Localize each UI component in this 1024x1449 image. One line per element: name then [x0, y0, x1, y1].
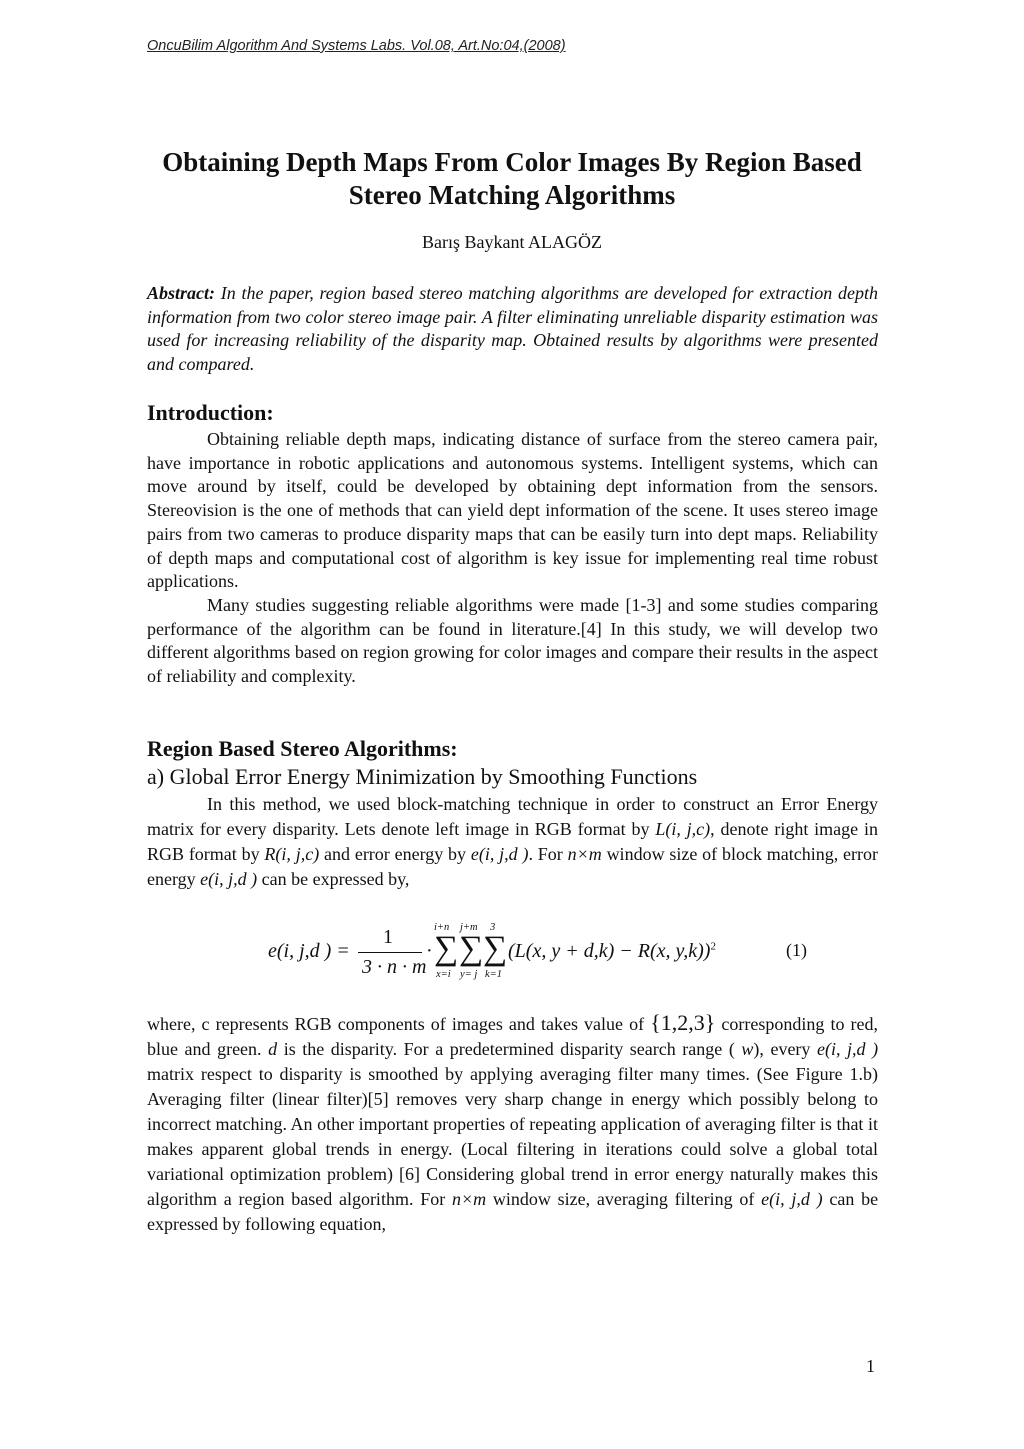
abstract [147, 282, 878, 377]
introduction-paragraph-1: Obtaining reliable depth maps, indicating distance of surface from the stereo camera pair, have importance in robotic applications and autonomous systems. Intelligent systems, which can move around by itself, could be developed by obtaining dept information from the sensors. Stereovision is the one of methods that can yield dept information of the scene. It uses stereo image pairs from two cameras to produce disparity maps that can be easily turn into dept maps. Reliability of depth maps and computational cost of algorithm is key issue for implementing real time robust applications. [147, 429, 878, 592]
symbol-window-size-2: n×m [451, 1189, 487, 1209]
title-line-1: Obtaining Depth Maps From Color Images By Region Based [162, 147, 862, 177]
region-text-f: can be expressed by, [261, 869, 410, 889]
p2-text-a: where, c represents RGB components of images and takes value of [147, 1014, 645, 1034]
symbol-window-size: n×m [567, 844, 602, 864]
p2-text-b: corresponding to red, blue and green. [147, 1014, 878, 1059]
region-text-b: , denote right image in RGB format by [147, 819, 878, 864]
p2-text-d: ), every [753, 1039, 811, 1059]
symbol-rgb-set: {1,2,3} [650, 1010, 716, 1035]
sum3-symbol: ∑ [483, 930, 508, 967]
fraction-bar [358, 952, 422, 953]
sum1-lower: x=i [436, 969, 451, 980]
p2-text-f: window size, averaging filtering of [492, 1189, 755, 1209]
region-subheading: a) Global Error Energy Minimization by Smoothing Functions [147, 764, 698, 789]
sum1-symbol: ∑ [434, 930, 459, 967]
p2-text-c: is the disparity. For a predetermined disparity search range ( [283, 1039, 735, 1059]
symbol-left-image: L(i, j,c) [655, 819, 711, 839]
sum2-symbol: ∑ [459, 930, 484, 967]
region-text-a: In this method, we used block-matching technique in order to construct an Error Energy matrix for every disparity. Lets denote left image in RGB format by [147, 794, 878, 839]
region-text-d: . For [528, 844, 563, 864]
journal-header: OncuBilim Algorithm And Systems Labs. Vol.08, Art.No:04,(2008) [147, 38, 566, 54]
author: Barış Baykant ALAGÖZ [422, 232, 602, 252]
symbol-error-energy: e(i, j,d ) [470, 844, 529, 864]
sum1-upper: i+n [434, 922, 450, 933]
paragraph-2 [147, 1010, 878, 1237]
equation-power: 2 [710, 940, 716, 953]
equation-1 [268, 922, 828, 992]
introduction-heading: Introduction: [147, 400, 274, 425]
page-number: 1 [866, 1356, 875, 1376]
equation-body-text: (L(x, y + d,k) − R(x, y,k)) [508, 940, 711, 962]
sum3-upper: 3 [490, 922, 496, 933]
paragraph-after-equation [147, 1010, 878, 1237]
region-body [147, 792, 878, 892]
symbol-error-energy-4: e(i, j,d ) [761, 1189, 823, 1209]
introduction-paragraph-2: Many studies suggesting reliable algorithms were made [1-3] and some studies comparing performance of the algorithm can be found in literature.[4] In this study, we will develop two different algorithms based on region growing for color images and compare their results in the aspect of reliability and complexity. [147, 594, 878, 687]
symbol-right-image: R(i, j,c) [264, 844, 320, 864]
sum2-upper: j+m [460, 922, 478, 933]
introduction-body [147, 428, 878, 689]
symbol-disparity: d [268, 1039, 278, 1059]
equation-dot: · [426, 940, 433, 962]
equation-numerator: 1 [383, 926, 393, 948]
sum2-lower: y= j [460, 969, 478, 980]
symbol-error-energy-3: e(i, j,d ) [817, 1039, 879, 1059]
region-text-c: and error energy by [324, 844, 467, 864]
paper-title [120, 146, 904, 212]
p2-text-g: can be expressed by following equation, [147, 1189, 879, 1234]
abstract-label: Abstract: [147, 283, 216, 303]
abstract-text: In the paper, region based stereo matching algorithms are developed for extraction depth information from two color stereo image pair. A filter eliminating unreliable disparity estimation was used for increasing reliability of the disparity map. Obtained results by algorithms were presented and compared. [147, 283, 879, 375]
sum3-lower: k=1 [485, 969, 502, 980]
equation-lhs: e(i, j,d ) = [268, 940, 350, 962]
title-line-2: Stereo Matching Algorithms [348, 180, 676, 210]
p2-text-e: matrix respect to disparity is smoothed by applying averaging filter many times. (See Figure 1.b) Averaging filter (linear filter)[5] removes very sharp change in energy which possibly belong to incorrect matching. An other important properties of repeating application of averaging filter is that it makes apparent global trends in energy. (Local filtering in iterations could solve a global total variational optimization problem) [6] Considering global trend in error energy naturally makes this algorithm a region based algorithm. For [147, 1064, 878, 1209]
symbol-error-energy-2: e(i, j,d ) [200, 869, 258, 889]
equation-body [508, 940, 716, 963]
region-text-e: window size of block matching, error energy [147, 844, 879, 889]
equation-number: (1) [786, 940, 807, 960]
region-paragraph-1 [147, 792, 878, 892]
equation-denominator: 3 · n · m [362, 956, 427, 978]
region-heading: Region Based Stereo Algorithms: [147, 736, 458, 761]
symbol-search-range: w [741, 1039, 754, 1059]
